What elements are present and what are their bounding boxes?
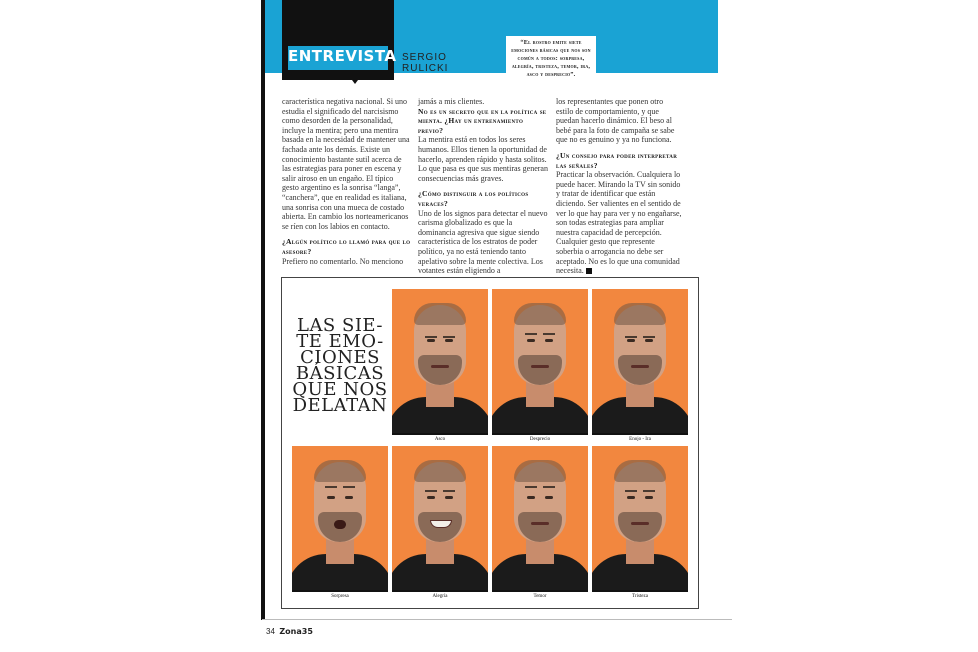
eyebrow [543, 486, 555, 488]
pull-quote: “El rostro emite siete emociones básicas que nos son común a todos: sorpresa, alegría, tristeza, temor, ira, asco y desprecio”. [506, 36, 596, 81]
question: No es un secreto que en la política se mienta. ¿Hay un entrenamiento previo? [418, 106, 547, 135]
eye [545, 496, 553, 499]
mouth [531, 522, 549, 525]
mouth [631, 522, 649, 525]
page-footer [266, 627, 313, 636]
author-last-name: RULICKI [402, 63, 449, 74]
eye [645, 496, 653, 499]
paragraph: jamás a mis clientes. [418, 97, 485, 106]
emotion-photo-anger [592, 289, 688, 435]
paragraph: característica negativa nacional. Si uno estudia el significado del narcisismo como desorden de la personalidad, incluye la mentira; pero una mentira basada en la necesidad de mantener una fachada ante los demás. Existe un conocimiento bastante sutil acerca de las estrategias para poner en escena y salir airoso en un engaño. El típico gesto argentino es la sonrisa “langa”, “canchera”, que en realidad es italiana, una sonrisa con una mueca de costado abierta. En cambio los norteamericanos se ríen con los labios en contacto. [282, 97, 410, 231]
eye [445, 339, 453, 342]
feature-title [292, 315, 388, 416]
section-tab-notch [346, 72, 364, 84]
photo-caption: Tristeza [592, 592, 688, 601]
eyebrow [643, 490, 655, 492]
eye [627, 496, 635, 499]
photo-caption: Alegría [392, 592, 488, 601]
photo-caption: Temor [492, 592, 588, 601]
emotion-photo-joy [392, 446, 488, 592]
eye [445, 496, 453, 499]
eye [545, 339, 553, 342]
eyebrow [325, 486, 337, 488]
emotion-photo-contempt [492, 289, 588, 435]
end-mark-icon [586, 268, 592, 274]
footer-rule [262, 619, 732, 620]
feature-title-line: TE EMO- [296, 331, 384, 352]
hair [614, 303, 666, 325]
eyebrow [443, 336, 455, 338]
text-column-2 [418, 97, 548, 276]
photo-caption: Enojo - Ira [592, 435, 688, 444]
eyebrow [625, 336, 637, 338]
eyebrow [543, 333, 555, 335]
paragraph: Uno de los signos para detectar el nuevo carisma globalizado es que la dominancia agresiva que sigue siendo característica de los estratos de poder político, ya no está teniendo tanto apelativo sobre la mente colectiva. Los votantes están eligiendo a [418, 208, 548, 276]
photo-caption: Asco [392, 435, 488, 444]
paragraph-text: Practicar la observación. Cualquiera lo puede hacer. Mirando la TV sin sonido y tratar de identificar que están diciendo. Ser valientes en el sentido de ver lo que hay para ver y no engañarse, son todas estrategias para ampliar nuestra capacidad de percepción. Cualquier gesto que represente soberbia o arrogancia no debe ser aceptado. No es lo que una comunidad necesita. [556, 170, 682, 276]
hair [514, 460, 566, 482]
question: ¿Cómo distinguir a los políticos veraces? [418, 189, 529, 208]
left-rule [261, 0, 265, 620]
paragraph: Prefiero no comentarlo. No menciono [282, 256, 404, 266]
eye [627, 339, 635, 342]
feature-title-line: QUE NOS [292, 379, 388, 400]
eye [645, 339, 653, 342]
mouth [631, 365, 649, 368]
eyebrow [525, 486, 537, 488]
mouth [431, 365, 449, 368]
hair [614, 460, 666, 482]
feature-title-line: CIONES [300, 347, 380, 368]
eyebrow [425, 490, 437, 492]
eyebrow [643, 336, 655, 338]
page-number: 34 [266, 627, 275, 636]
text-column-1 [282, 97, 412, 266]
section-title: ENTREVISTA [288, 47, 397, 65]
eyebrow [525, 333, 537, 335]
mouth [531, 365, 549, 368]
magazine-name: Zona35 [279, 627, 313, 636]
eyebrow [625, 490, 637, 492]
hair [414, 303, 466, 325]
eyebrow [425, 336, 437, 338]
paragraph [556, 170, 682, 276]
photo-caption: Desprecio [492, 435, 588, 444]
paragraph: La mentira está en todos los seres humanos. Ellos tienen la oportunidad de hacerlo, aprenden rápido y hasta solitos. Lo que pasa es que sus mentiras generan consecuencias más graves. [418, 135, 548, 183]
eyebrow [443, 490, 455, 492]
eye [345, 496, 353, 499]
author-name [402, 52, 448, 74]
feature-title-line: BÁSICAS [295, 363, 385, 384]
question: ¿Algún político lo llamó para que lo asesore? [282, 237, 411, 256]
hair [314, 460, 366, 482]
eye [327, 496, 335, 499]
mouth [334, 520, 346, 529]
eye [427, 339, 435, 342]
feature-title-line: DELATAN [292, 395, 388, 416]
emotion-photo-fear [492, 446, 588, 592]
eyebrow [343, 486, 355, 488]
text-column-3 [556, 97, 682, 276]
eye [527, 496, 535, 499]
hair [414, 460, 466, 482]
question: ¿Un consejo para poder interpretar las señales? [556, 150, 678, 170]
emotion-photo-surprise [292, 446, 388, 592]
emotion-photo-disgust [392, 289, 488, 435]
emotion-photo-sadness [592, 446, 688, 592]
author-first-name: SERGIO [402, 52, 447, 63]
hair [514, 303, 566, 325]
paragraph: los representantes que ponen otro estilo de comportamiento, y que puedan hacerlo dinámico. El beso al bebé para la foto de campaña se sabe que no es genuino y ya no funciona. [556, 97, 675, 145]
feature-title-line: LAS SIE- [296, 315, 383, 336]
photo-caption: Sorpresa [292, 592, 388, 601]
eye [427, 496, 435, 499]
eye [527, 339, 535, 342]
